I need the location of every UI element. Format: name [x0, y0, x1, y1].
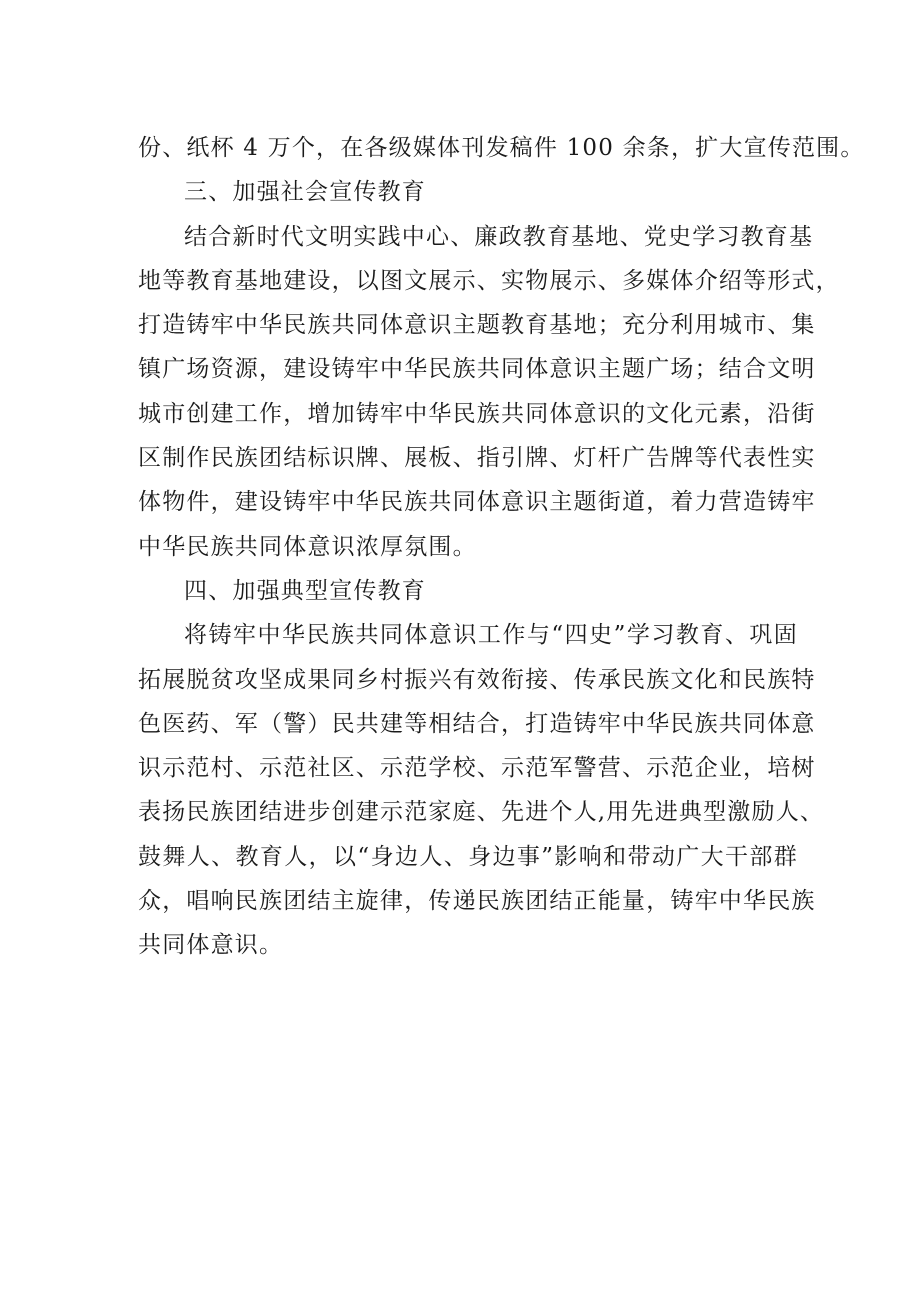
paragraph-line: 区制作民族团结标识牌、展板、指引牌、灯杆广告牌等代表性实: [138, 445, 816, 472]
section-heading-4: 四、加强典型宣传教育: [184, 577, 426, 604]
paragraph-line: 体物件，建设铸牢中华民族共同体意识主题街道，着力营造铸牢: [138, 489, 816, 516]
paragraph-line: 地等教育基地建设，以图文展示、实物展示、多媒体介绍等形式，: [138, 267, 840, 294]
section-heading-3: 三、加强社会宣传教育: [184, 179, 426, 206]
paragraph-line: 中华民族共同体意识浓厚氛围。: [138, 533, 477, 560]
paragraph-line: 鼓舞人、教育人，以“身边人、身边事”影响和带动广大干部群: [138, 843, 798, 870]
paragraph-line: 表扬民族团结进步创建示范家庭、先进个人,用先进典型激励人、: [138, 799, 825, 826]
document-body: [138, 126, 865, 968]
paragraph-line: 打造铸牢中华民族共同体意识主题教育基地；充分利用城市、集: [138, 312, 816, 339]
paragraph-3: [138, 215, 840, 569]
paragraph-line: 识示范村、示范社区、示范学校、示范军警营、示范企业，培树: [138, 755, 816, 782]
paragraph-line: 镇广场资源，建设铸牢中华民族共同体意识主题广场；结合文明: [138, 356, 816, 383]
paragraph-line: 城市创建工作，增加铸牢中华民族共同体意识的文化元素，沿街: [138, 400, 816, 427]
paragraph-line: 拓展脱贫攻坚成果同乡村振兴有效衔接、传承民族文化和民族特: [138, 666, 816, 693]
paragraph-line: 众，唱响民族团结主旋律，传递民族团结正能量，铸牢中华民族: [138, 888, 816, 915]
paragraph-4: [138, 613, 825, 967]
paragraph-line: 份、纸杯 4 万个，在各级媒体刊发稿件 100 余条，扩大宣传范围。: [138, 135, 865, 161]
paragraph-line: 共同体意识。: [138, 932, 284, 959]
paragraph-line: 结合新时代文明实践中心、廉政教育基地、党史学习教育基: [184, 223, 814, 250]
paragraph-line: 将铸牢中华民族共同体意识工作与“四史”学习教育、巩固: [184, 622, 798, 649]
paragraph-line: 色医药、军（警）民共建等相结合，打造铸牢中华民族共同体意: [138, 710, 816, 737]
